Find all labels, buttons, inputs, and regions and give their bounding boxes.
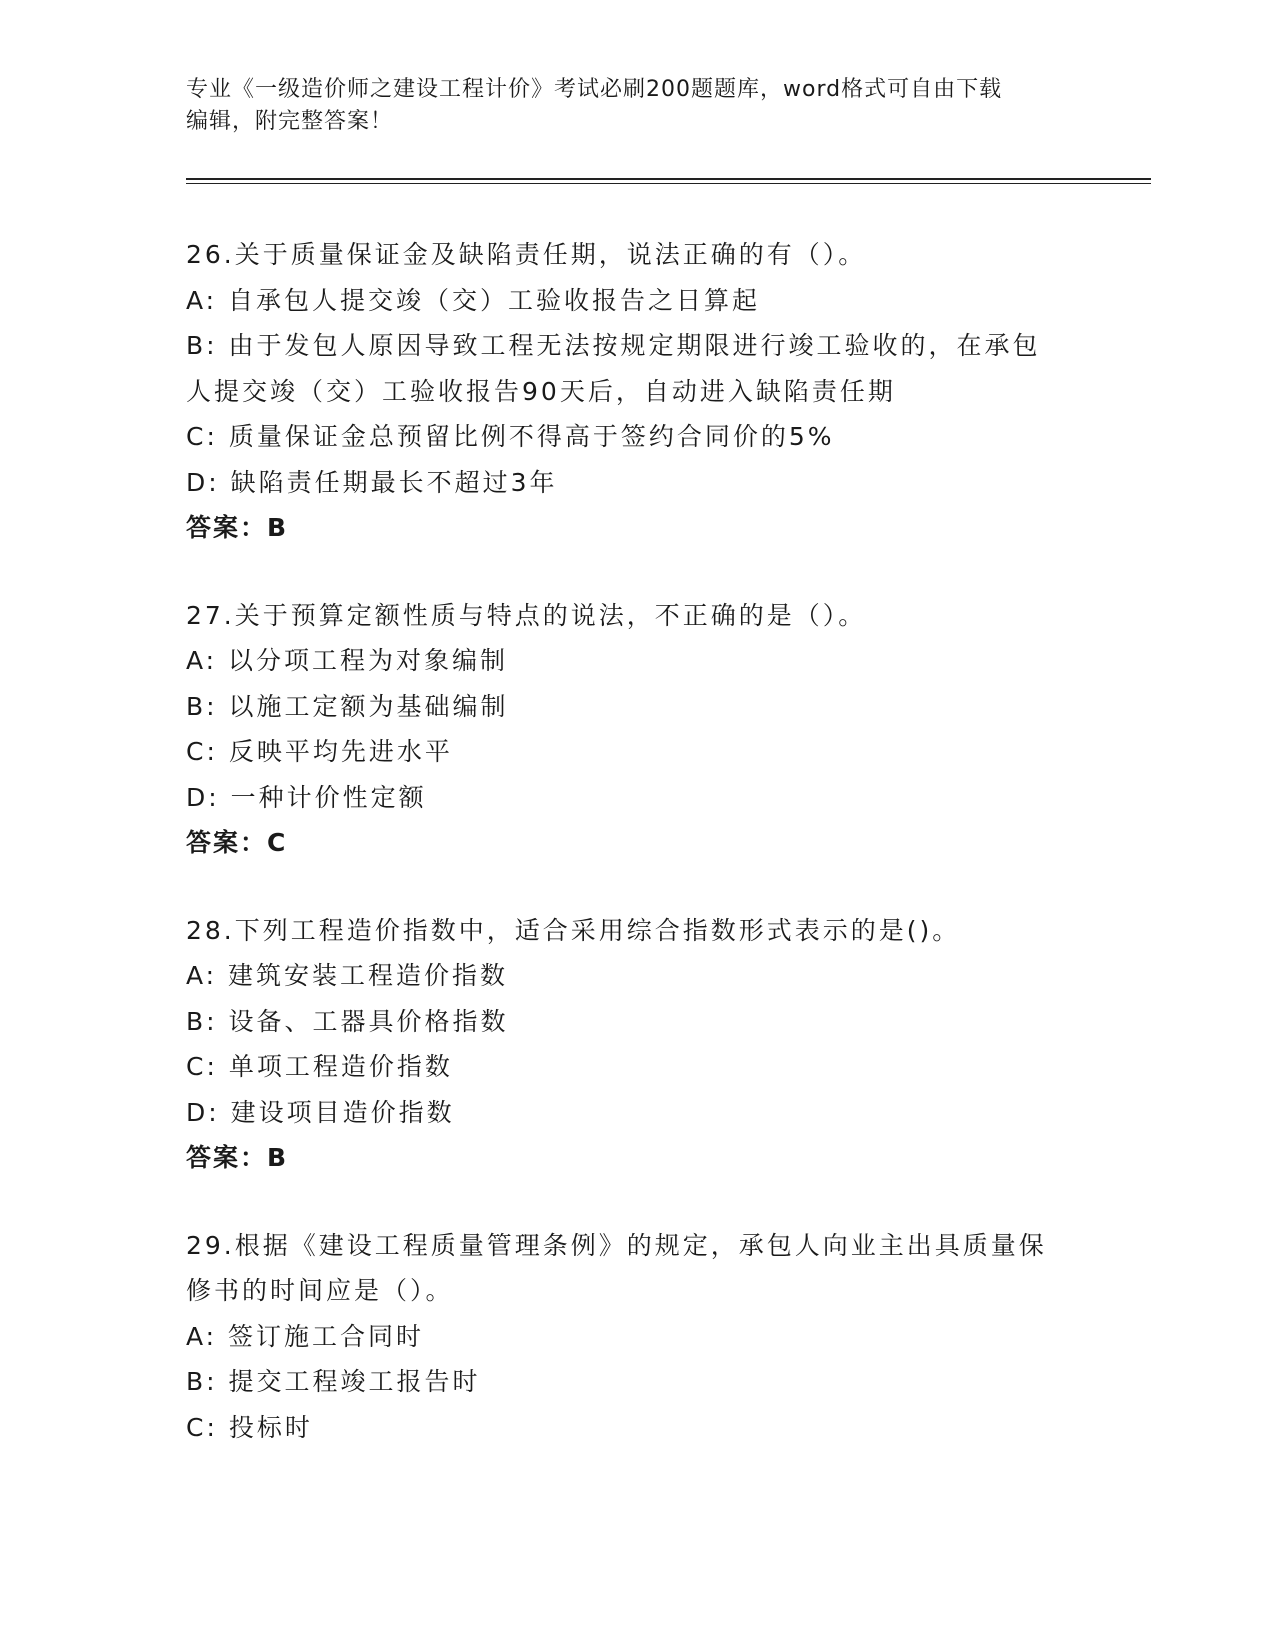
answer-option: B: 设备、工器具价格指数 bbox=[186, 1006, 509, 1036]
answer-key: 答案：B bbox=[186, 513, 289, 542]
intro-line-1: 专业《一级造价师之建设工程计价》考试必刷200题题库，word格式可自由下载 bbox=[186, 77, 1003, 102]
answer-key: 答案：B bbox=[186, 1143, 289, 1172]
header-divider bbox=[186, 178, 1151, 184]
answer-option: A: 签订施工合同时 bbox=[186, 1321, 425, 1351]
answer-option: A: 建筑安装工程造价指数 bbox=[186, 961, 509, 990]
question-stem: 29.根据《建设工程质量管理条例》的规定，承包人向业主出具质量保 bbox=[186, 1230, 1047, 1260]
answer-option: C: 反映平均先进水平 bbox=[186, 737, 453, 766]
question-stem: 28.下列工程造价指数中，适合采用综合指数形式表示的是()。 bbox=[186, 915, 961, 945]
answer-option: A: 以分项工程为对象编制 bbox=[186, 646, 509, 675]
question-item bbox=[186, 232, 1106, 551]
answer-option: D: 缺陷责任期最长不超过3年 bbox=[186, 467, 558, 497]
answer-option: C: 质量保证金总预留比例不得高于签约合同价的5% bbox=[186, 422, 835, 451]
question-stem: 修书的时间应是（）。 bbox=[186, 1276, 454, 1305]
question-stem: 27.关于预算定额性质与特点的说法，不正确的是（）。 bbox=[186, 600, 867, 630]
answer-option: D: 建设项目造价指数 bbox=[186, 1097, 455, 1127]
answer-option: B: 以施工定额为基础编制 bbox=[186, 691, 509, 721]
answer-option: C: 单项工程造价指数 bbox=[186, 1052, 453, 1081]
question-list bbox=[186, 232, 1106, 1492]
answer-option: D: 一种计价性定额 bbox=[186, 782, 427, 812]
document-intro bbox=[186, 74, 1086, 138]
question-stem: 26.关于质量保证金及缺陷责任期，说法正确的有（）。 bbox=[186, 240, 867, 269]
answer-option: A: 自承包人提交竣（交）工验收报告之日算起 bbox=[186, 285, 761, 315]
question-item bbox=[186, 908, 1106, 1181]
answer-option: B: 提交工程竣工报告时 bbox=[186, 1367, 481, 1396]
question-item bbox=[186, 1223, 1106, 1451]
question-item bbox=[186, 593, 1106, 866]
intro-line-2: 编辑，附完整答案！ bbox=[186, 109, 394, 134]
answer-key: 答案：C bbox=[186, 828, 288, 857]
answer-option: 人提交竣（交）工验收报告90天后，自动进入缺陷责任期 bbox=[186, 376, 896, 406]
answer-option: C: 投标时 bbox=[186, 1412, 313, 1442]
answer-option: B: 由于发包人原因导致工程无法按规定期限进行竣工验收的，在承包 bbox=[186, 331, 1041, 360]
